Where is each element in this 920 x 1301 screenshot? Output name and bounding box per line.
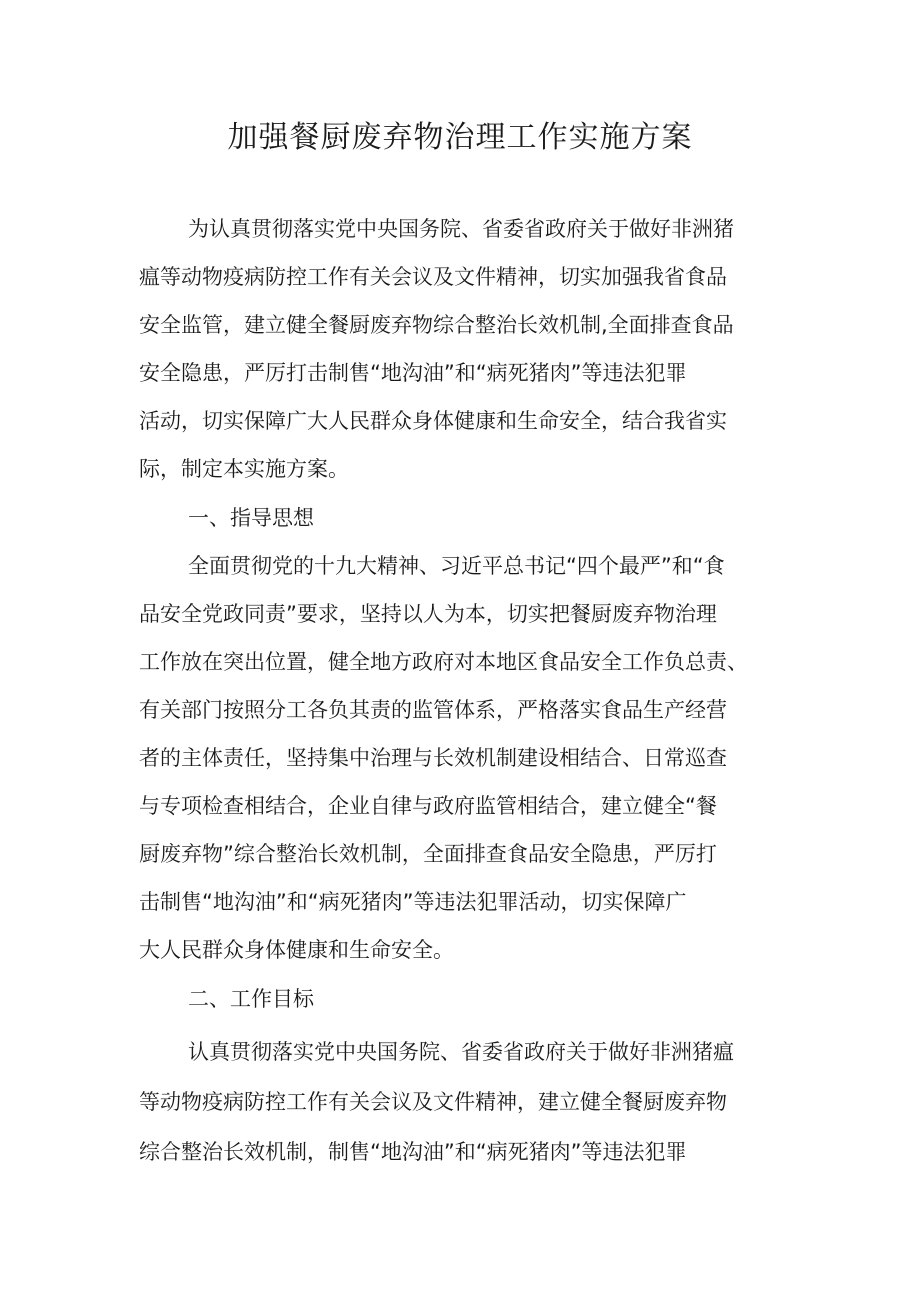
section-2-line-3: 综合整治长效机制，制售“地沟油”和“病死猪肉”等违法犯罪 bbox=[139, 1140, 687, 1164]
section-1-line-2: 品安全党政同责”要求，坚持以人为本，切实把餐厨废弃物治理 bbox=[139, 602, 717, 626]
document-title: 加强餐厨废弃物治理工作实施方案 bbox=[227, 120, 693, 155]
section-1-line-3: 工作放在突出位置，健全地方政府对本地区食品安全工作负总责、 bbox=[139, 650, 748, 674]
intro-line-1: 为认真贯彻落实党中央国务院、省委省政府关于做好非洲猪 bbox=[188, 217, 734, 241]
section-1-line-9: 大人民群众身体健康和生命安全。 bbox=[139, 938, 454, 962]
section-2-line-1: 认真贯彻落实党中央国务院、省委省政府关于做好非洲猪瘟 bbox=[188, 1040, 734, 1064]
section-heading-guiding-ideology: 一、指导思想 bbox=[188, 506, 314, 530]
section-heading-work-goals: 二、工作目标 bbox=[188, 987, 314, 1011]
section-1-line-5: 者的主体责任，坚持集中治理与长效机制建设相结合、日常巡查 bbox=[139, 746, 727, 770]
intro-line-6: 际，制定本实施方案。 bbox=[139, 457, 349, 481]
intro-line-5: 活动，切实保障广大人民群众身体健康和生命安全，结合我省实 bbox=[139, 409, 727, 433]
section-1-line-7: 厨废弃物”综合整治长效机制，全面排查食品安全隐患，严厉打 bbox=[139, 842, 717, 866]
section-1-line-4: 有关部门按照分工各负其责的监管体系，严格落实食品生产经营 bbox=[139, 698, 727, 722]
section-1-line-6: 与专项检查相结合，企业自律与政府监管相结合，建立健全“餐 bbox=[139, 794, 717, 818]
intro-line-4: 安全隐患，严厉打击制售“地沟油”和“病死猪肉”等违法犯罪 bbox=[139, 361, 687, 385]
section-1-line-1: 全面贯彻党的十九大精神、习近平总书记“四个最严”和“食 bbox=[188, 554, 725, 578]
intro-line-3: 安全监管，建立健全餐厨废弃物综合整治长效机制,全面排查食品 bbox=[139, 313, 734, 337]
intro-line-2: 瘟等动物疫病防控工作有关会议及文件精神，切实加强我省食品 bbox=[139, 265, 727, 289]
section-1-line-8: 击制售“地沟油”和“病死猪肉”等违法犯罪活动，切实保障广 bbox=[139, 890, 687, 914]
section-2-line-2: 等动物疫病防控工作有关会议及文件精神，建立健全餐厨废弃物 bbox=[139, 1090, 727, 1114]
